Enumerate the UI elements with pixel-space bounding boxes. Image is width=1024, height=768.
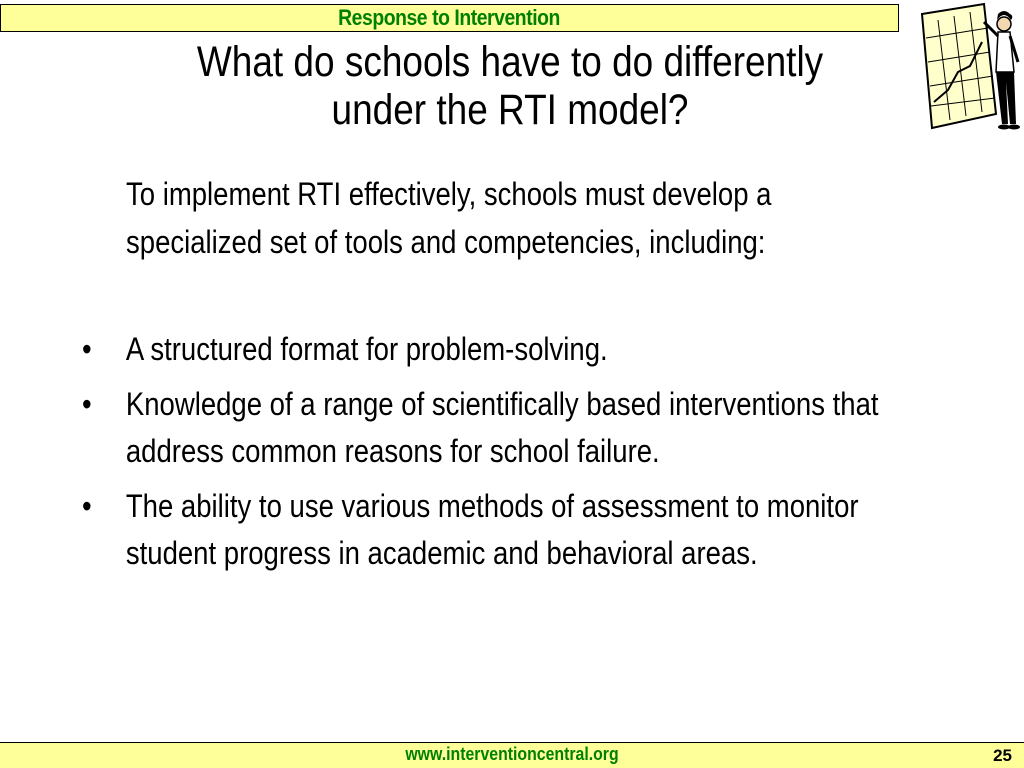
bullet-marker: • <box>82 488 92 524</box>
slide-title <box>123 38 897 134</box>
bullet-text: Knowledge of a range of scientifically based interventions that address common reasons for school failure. <box>125 386 879 469</box>
header-bar <box>0 4 899 32</box>
bullet-marker: • <box>82 331 92 367</box>
teacher-at-chart-icon <box>918 2 1024 136</box>
header-title: Response to Intervention <box>338 5 561 30</box>
bullet-list <box>82 326 942 585</box>
page-number: 25 <box>993 746 1012 765</box>
intro-paragraph: To implement RTI effectively, schools must develop a specialized set of tools and competencies, including: <box>126 176 772 260</box>
bullet-text: The ability to use various methods of assessment to monitor student progress in academic and behavioral areas. <box>125 488 859 571</box>
bullet-marker: • <box>82 386 92 422</box>
footer-bar <box>0 742 1024 768</box>
footer-website-link[interactable]: www.interventioncentral.org <box>405 744 619 764</box>
slide-title-line-1: What do schools have to do differently <box>196 38 824 86</box>
bullet-text: A structured format for problem-solving. <box>125 331 608 367</box>
slide-title-line-2: under the RTI model? <box>331 86 689 134</box>
list-item <box>82 381 942 475</box>
list-item <box>82 483 942 577</box>
list-item <box>82 326 942 373</box>
